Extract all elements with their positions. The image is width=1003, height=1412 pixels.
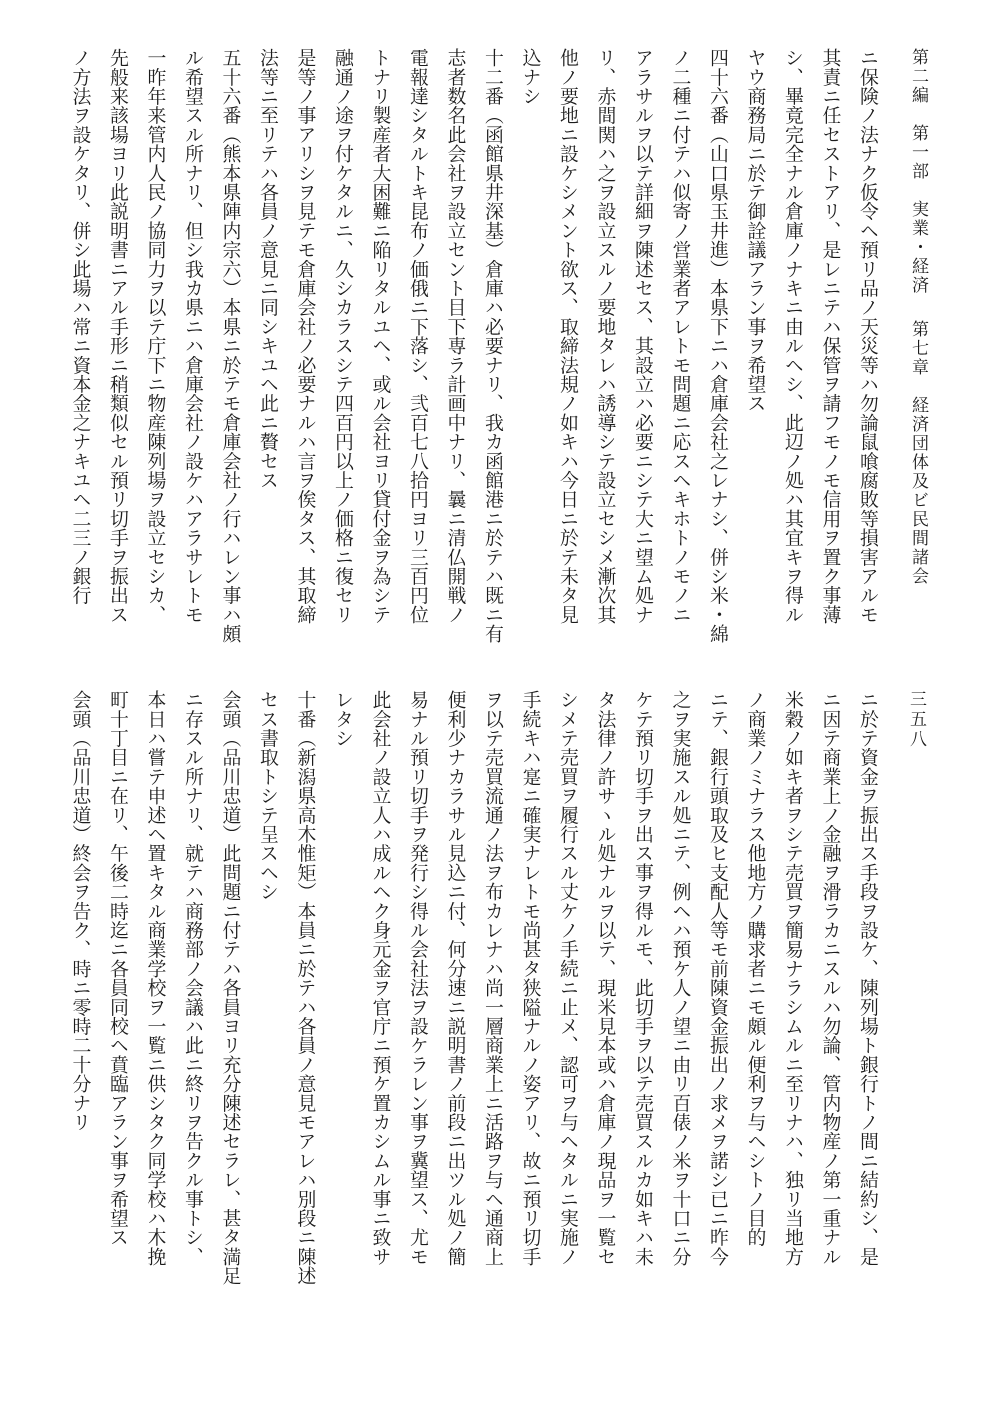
lower-text-block: [69, 690, 886, 1315]
text-column: ノ商業ノミナラス他地方ノ購求者ニモ頗ル便利ヲ与ヘシトノ目的: [744, 690, 767, 1247]
text-column: ニ於テ資金ヲ振出ス手段ヲ設ケ、陳列場ト銀行トノ間ニ結約シ、是: [857, 690, 879, 1266]
text-column: トナリ製産者大困難ニ陥リタルユヘ、或ル会社ヨリ貸付金ヲ為シテ: [369, 48, 392, 624]
text-column: 電報達シタルトキ昆布ノ価俄ニ下落シ、弐百七八拾円ヨリ三百円位: [407, 48, 429, 624]
speaker-column: 四十六番（山口県玉井進）本県下ニハ倉庫会社之レナシ、併シ米・綿: [707, 48, 729, 644]
text-column: 他ノ要地ニ設ケシメント欲ス、取締法規ノ如キハ今日ニ於テ未タ見: [557, 48, 579, 624]
text-column: 之ヲ実施スル処ニテ、例ヘハ預ケ人ノ望ニ由リ百俵ノ米ヲ十口ニ分: [669, 690, 692, 1266]
text-column: 米穀ノ如キ者ヲシテ売買ヲ簡易ナラシムルニ至リナハ、独リ当地方: [782, 690, 804, 1266]
text-column: 本日ハ嘗テ申述ヘ置キタル商業学校ヲ一覧ニ供シタク同学校ハ木挽: [144, 690, 167, 1266]
text-column: 志者数名此会社ヲ設立セント目下専ラ計画中ナリ、曩ニ清仏開戦ノ: [444, 48, 467, 624]
text-column: ニ保険ノ法ナク仮令ヘ預リ品ノ天災等ハ勿論鼠喰腐敗等損害アルモ: [857, 48, 879, 624]
text-column: ニ存スル所ナリ、就テハ商務部ノ会議ハ此ニ終リヲ告クル事トシ、: [182, 690, 204, 1266]
page-number: 三五八: [906, 690, 926, 750]
text-column: 其責ニ任セストアリ、是レニテハ保管ヲ請フモノモ信用ヲ置ク事薄: [819, 48, 842, 624]
speaker-column: 会頭（品川忠道）此問題ニ付テハ各員ヨリ充分陳述セラレ、甚タ満足: [219, 690, 242, 1286]
text-column: ヤウ商務局ニ於テ御詮議アラン事ヲ希望ス: [744, 48, 767, 413]
chapter-title: 第七章 経済団体及ビ民間諸会: [908, 320, 928, 587]
text-column: 先般来該場ヨリ此説明書ニアル手形ニ稍類似セル預リ切手ヲ振出ス: [107, 48, 129, 624]
text-column: 町十丁目ニ在リ、午後二時迄ニ各員同校ヘ賁臨アラン事ヲ希望ス: [107, 690, 129, 1247]
text-column: ノ方法ヲ設ケタリ、併シ此場ハ常ニ資本金之ナキユヘ二三ノ銀行: [69, 48, 92, 605]
text-column: シ、畢竟完全ナル倉庫ノナキニ由ルヘシ、此辺ノ処ハ其宜キヲ得ル: [782, 48, 804, 624]
text-column: ノ二種ニ付テハ似寄ノ営業者アレトモ問題ニ応スヘキホトノモノニ: [669, 48, 692, 624]
text-column: 一昨年来管内人民ノ協同力ヲ以テ庁下ニ物産陳列場ヲ設立セシカ、: [144, 48, 167, 624]
text-column: 融通ノ途ヲ付ケタルニ、久シカラスシテ四百円以上ノ価格ニ復セリ: [332, 48, 354, 624]
text-column: 法等ニ至リテハ各員ノ意見ニ同シキユヘ此ニ贅セス: [257, 48, 279, 490]
text-column: ニ因テ商業上ノ金融ヲ滑ラカニスルハ勿論、管内物産ノ第一重ナル: [819, 690, 842, 1266]
text-column: 込ナシ: [519, 48, 542, 106]
speaker-column: 十番（新潟県高木惟矩）本員ニ於テハ各員ノ意見モアレハ別段ニ陳述: [294, 690, 317, 1286]
part-title: 第二編 第一部 実業・経済: [908, 48, 928, 295]
text-column: 是等ノ事アリシヲ見テモ倉庫会社ノ必要ナルハ言ヲ俟タス、其取締: [294, 48, 317, 624]
text-column: シメテ売買ヲ履行スル丈ケノ手続ニ止メ、認可ヲ与ヘタルニ実施ノ: [557, 690, 579, 1266]
text-column: タ法律ノ許サヽル処ナルヲ以テ、現米見本或ハ倉庫ノ現品ヲ一覧セ: [594, 690, 617, 1266]
text-column: 此会社ノ設立人ハ成ルヘク身元金ヲ官庁ニ預ケ置カシムル事ニ致サ: [369, 690, 392, 1266]
text-column: 易ナル預リ切手ヲ発行シ得ル会社法ヲ設ケラレン事ヲ冀望ス、尤モ: [407, 690, 429, 1266]
text-column: ル希望スル所ナリ、但シ我カ県ニハ倉庫会社ノ設ケハアラサレトモ: [182, 48, 204, 624]
text-column: リ、赤間関ハ之ヲ設立スルノ要地タレハ誘導シテ設立セシメ漸次其: [594, 48, 617, 624]
text-column: レタシ: [332, 690, 354, 748]
text-column: アラサルヲ以テ詳細ヲ陳述セス、其設立ハ必要ニシテ大ニ望ム処ナ: [632, 48, 654, 624]
text-column: 手続キハ寔ニ確実ナレトモ尚甚タ狭隘ナルノ姿アリ、故ニ預リ切手: [519, 690, 542, 1266]
text-column: 便利少ナカラサル見込ニ付、何分速ニ説明書ノ前段ニ出ツル処ノ簡: [444, 690, 467, 1266]
text-column: ヲ以テ売買流通ノ法ヲ布カレナハ尚一層商業上ニ活路ヲ与ヘ通商上: [482, 690, 504, 1266]
text-column: ニテ、銀行頭取及ヒ支配人等モ前陳資金振出ノ求メヲ諾シ已ニ昨今: [707, 690, 729, 1266]
speaker-column: 会頭（品川忠道）終会ヲ告ク、時ニ零時二十分ナリ: [69, 690, 92, 1132]
text-column: セス書取トシテ呈スヘシ: [257, 690, 279, 902]
speaker-column: 十二番（函館県井深基）倉庫ハ必要ナリ、我カ函館港ニ於テハ既ニ有: [482, 48, 504, 644]
upper-text-block: [69, 48, 886, 648]
speaker-column: 五十六番（熊本県陣内宗六）本県ニ於テモ倉庫会社ノ行ハレン事ハ頗: [219, 48, 242, 644]
text-column: ケテ預リ切手ヲ出ス事ヲ得ルモ、此切手ヲ以テ売買スルカ如キハ未: [632, 690, 654, 1266]
running-header: [906, 48, 931, 586]
